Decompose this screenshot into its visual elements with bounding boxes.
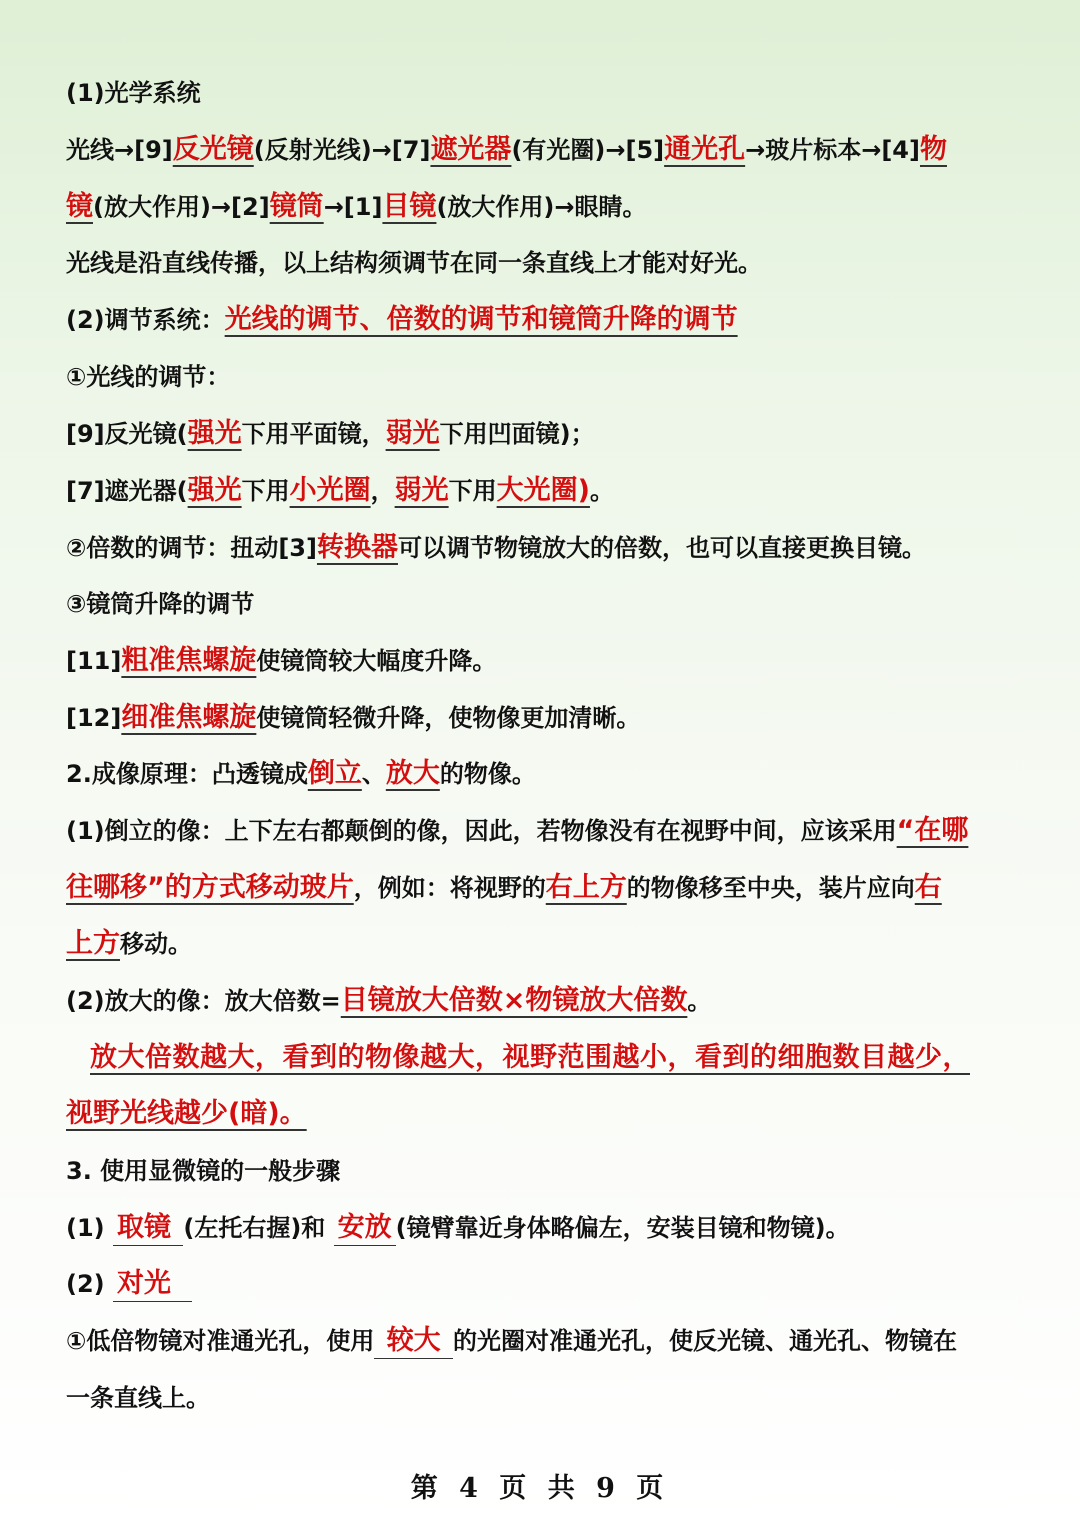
answer-magnification-effect: 放大倍数越大，看到的物像越大，视野范围越小，看到的细胞数目越少，	[90, 1042, 970, 1073]
text: (镜臂靠近身体略偏左，安装目镜和物镜)。	[395, 1214, 850, 1242]
text: 的物像移至中央，装片应向	[626, 874, 915, 902]
answer-take-scope: 取镜	[117, 1212, 171, 1243]
text: 下用	[448, 477, 497, 505]
text: →玻片标本→[4]	[745, 136, 920, 164]
text: [12]	[66, 704, 122, 732]
answer-upper-right: 右上方	[545, 872, 627, 903]
coarse-focus	[66, 641, 1020, 681]
text: 的光圈对准通光孔，使反光镜、通光孔、物镜在	[453, 1327, 958, 1355]
text: (1)	[66, 1214, 113, 1242]
text: 3. 使用显微镜的一般步骤	[66, 1157, 341, 1185]
answer-strong-light: 强光	[187, 418, 242, 449]
page-number: 第 4 页 共 9 页	[410, 1473, 670, 1504]
answer-weak-light: 弱光	[385, 418, 440, 449]
text: 光线是沿直线传播，以上结构须调节在同一条直线上才能对好光。	[66, 249, 762, 277]
text: 。	[589, 477, 614, 505]
text: (1)光学系统	[66, 79, 201, 107]
text: (反射光线)→[7]	[253, 136, 431, 164]
answer-small-aperture: 小光圈	[289, 475, 371, 506]
answer-large-aperture: 大光圈)	[496, 475, 590, 506]
answer-fine-focus: 细准焦螺旋	[121, 702, 257, 733]
text: (1)倒立的像：上下左右都颠倒的像，因此，若物像没有在视野中间，应该采用	[66, 817, 897, 845]
answer-move-method-part2: 往哪移”的方式移动玻片	[66, 872, 354, 903]
text: (左托右握)和	[183, 1214, 334, 1242]
optical-path-line-2	[66, 187, 1020, 227]
answer-larger: 较大	[386, 1325, 441, 1356]
answer-direction-part2: 上方	[66, 928, 120, 959]
text: [7]遮光器(	[66, 477, 188, 505]
text: (2)	[66, 1270, 113, 1298]
magnification-effect-line-2	[66, 1094, 1020, 1134]
text: ①低倍物镜对准通光孔，使用	[66, 1327, 375, 1355]
answer-diaphragm: 遮光器	[430, 134, 512, 165]
answer-coarse-focus: 粗准焦螺旋	[121, 645, 257, 676]
answer-place-scope: 安放	[337, 1212, 392, 1243]
text: ①光线的调节：	[66, 363, 231, 391]
text: ，例如：将视野的	[353, 874, 546, 902]
answer-nosepiece: 转换器	[316, 532, 398, 563]
text: 使镜筒较大幅度升降。	[256, 647, 497, 675]
text: ③镜筒升降的调节	[66, 590, 255, 618]
inverted-image-line-2	[66, 868, 1020, 908]
text: 、	[361, 760, 386, 788]
answer-reflector: 反光镜	[172, 134, 254, 165]
text: 光线→[9]	[66, 136, 173, 164]
inverted-image-line-3	[66, 924, 1020, 964]
step-2-detail-line-2	[66, 1378, 1020, 1418]
magnification-adjust	[66, 528, 1020, 568]
answer-weak-light: 弱光	[394, 475, 449, 506]
answer-adjust-system: 光线的调节、倍数的调节和镜筒升降的调节	[224, 304, 738, 335]
text: 的物像。	[439, 760, 536, 788]
answer-magnification-effect-cont: 视野光线越少(暗)。	[66, 1098, 307, 1129]
text: 2.成像原理：凸透镜成	[66, 760, 308, 788]
text: (有光圈)→[5]	[511, 136, 665, 164]
heading-tube-adjust	[66, 584, 1020, 624]
answer-aperture: 通光孔	[664, 134, 746, 165]
heading-adjust-system	[66, 300, 1020, 340]
answer-strong-light: 强光	[187, 475, 242, 506]
step-1	[66, 1208, 1020, 1248]
text: ②倍数的调节：扭动[3]	[66, 534, 317, 562]
answer-objective-part1: 物	[919, 134, 947, 165]
heading-usage-steps	[66, 1151, 1020, 1191]
text: 下用平面镜，	[241, 420, 386, 448]
answer-light-alignment: 对光	[117, 1268, 171, 1299]
fine-focus	[66, 698, 1020, 738]
answer-eyepiece: 目镜	[382, 191, 437, 222]
magnified-image	[66, 981, 1020, 1021]
blank-large-aperture	[374, 1324, 453, 1359]
answer-direction-part1: 右	[914, 872, 942, 903]
text: 。	[687, 987, 712, 1015]
answer-move-method-part1: “在哪	[896, 815, 969, 846]
light-note	[66, 243, 1020, 283]
magnification-effect-line-1	[90, 1038, 1020, 1078]
text: →[1]	[323, 193, 383, 221]
text: 移动。	[120, 930, 192, 958]
text: ，	[370, 477, 395, 505]
text: 下用	[241, 477, 290, 505]
blank-light-alignment	[113, 1267, 192, 1302]
imaging-principle	[66, 754, 1020, 794]
reflector-adjust	[66, 414, 1020, 454]
text: (2)调节系统：	[66, 306, 225, 334]
text: [11]	[66, 647, 122, 675]
step-2	[66, 1264, 1020, 1304]
answer-inverted: 倒立	[307, 758, 362, 789]
diaphragm-adjust	[66, 471, 1020, 511]
text: (放大作用)→[2]	[93, 193, 270, 221]
text: 可以调节物镜放大的倍数，也可以直接更换目镜。	[397, 534, 926, 562]
answer-magnification-formula: 目镜放大倍数×物镜放大倍数	[340, 985, 688, 1016]
blank-take-scope	[113, 1211, 183, 1246]
answer-objective-part2: 镜	[66, 191, 93, 222]
blank-place-scope	[334, 1211, 396, 1246]
text: (放大作用)→眼睛。	[436, 193, 647, 221]
heading-optical-system	[66, 73, 1020, 113]
step-2-detail-line-1	[66, 1321, 1020, 1361]
optical-path-line-1	[66, 130, 1020, 170]
text: [9]反光镜(	[66, 420, 188, 448]
text: 下用凹面镜)；	[439, 420, 595, 448]
text: (2)放大的像：放大倍数=	[66, 987, 341, 1015]
answer-tube: 镜筒	[269, 191, 324, 222]
heading-light-adjust	[66, 357, 1020, 397]
text: 一条直线上。	[66, 1384, 210, 1412]
answer-magnified: 放大	[385, 758, 440, 789]
inverted-image-line-1	[66, 811, 1020, 851]
text: 使镜筒轻微升降，使物像更加清晰。	[256, 704, 641, 732]
